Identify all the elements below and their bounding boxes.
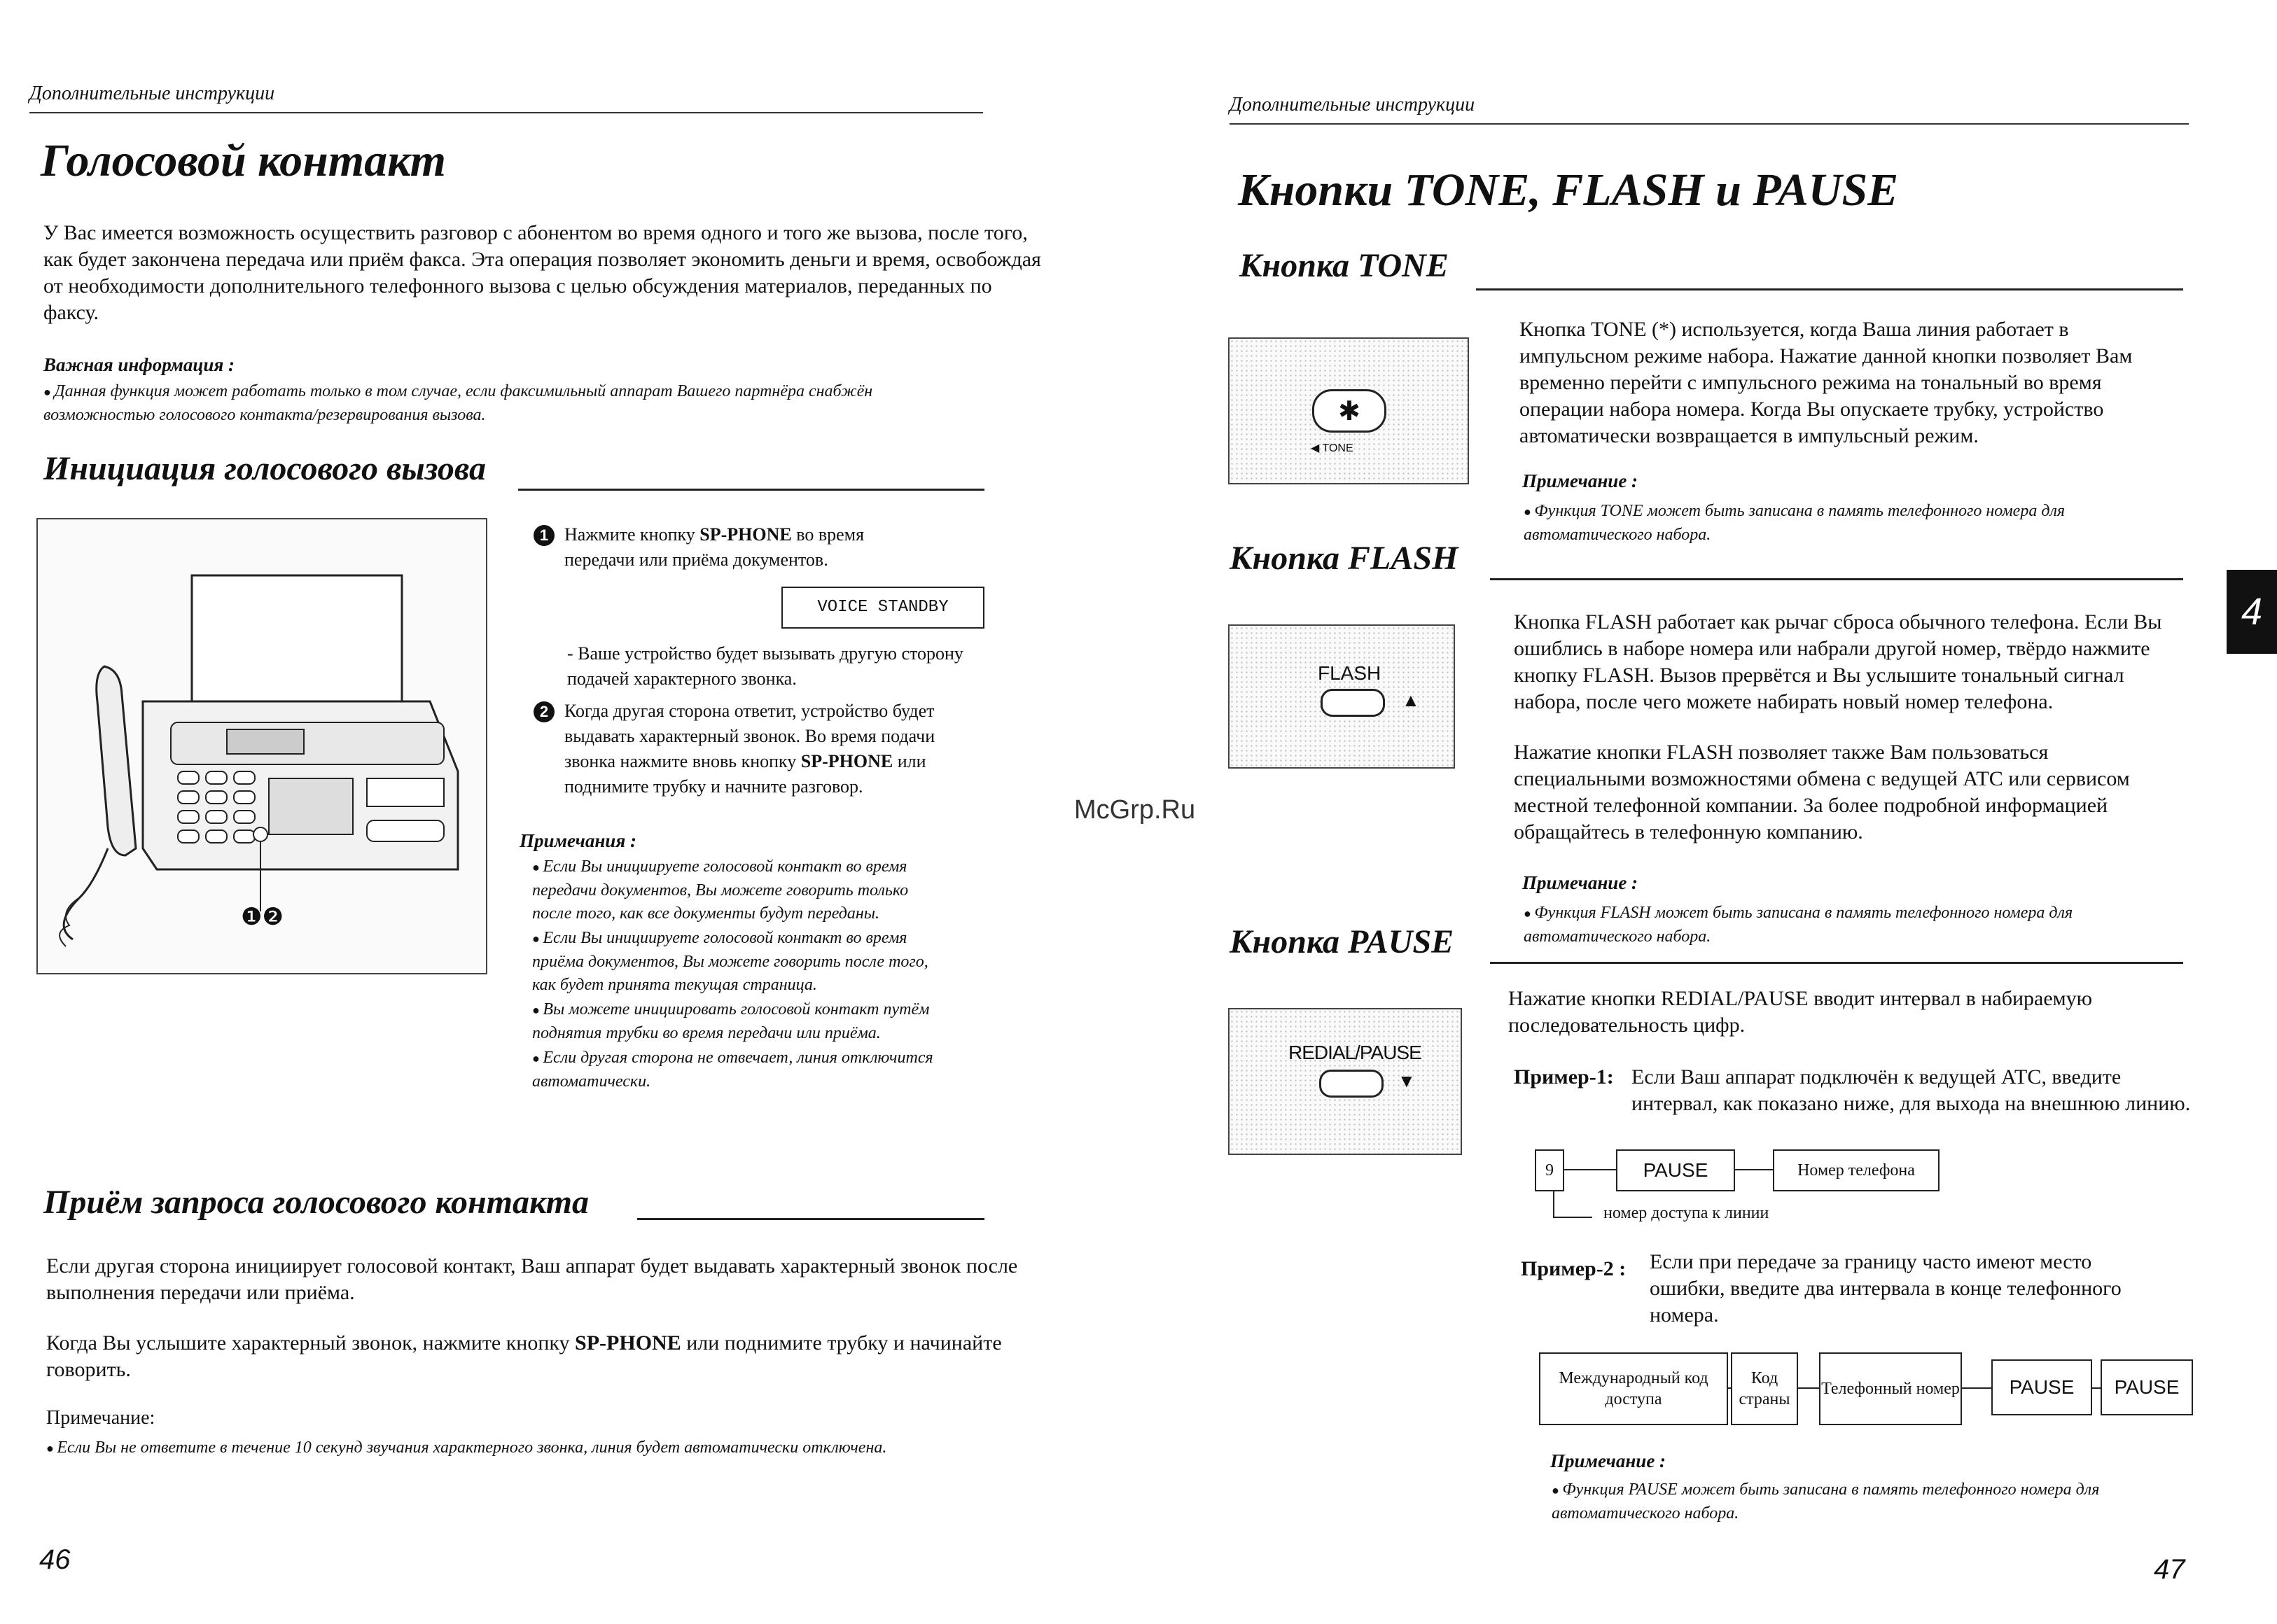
step1-text-pre: Нажмите кнопку (564, 524, 700, 545)
ex1-caption: номер доступа к линии (1603, 1204, 1769, 1222)
pause-arrow-icon: ▼ (1398, 1071, 1416, 1091)
step1-note: - Ваше устройство будет вызывать другую сторону подачей характерного звонка. (567, 643, 963, 689)
ex2-box-pause-1: PAUSE (1991, 1359, 2092, 1415)
step1-bold: SP-PHONE (699, 524, 792, 545)
ex1-box-9: 9 (1535, 1149, 1564, 1191)
chapter-tab: 4 (2227, 570, 2277, 654)
tone-heading: Кнопка TONE (1239, 247, 1449, 284)
flash-heading-rule (1490, 578, 2183, 580)
step1-text (564, 522, 928, 573)
right-page-title: Кнопки TONE, FLASH и PAUSE (1238, 164, 1899, 216)
fax-machine-illustration (36, 518, 487, 974)
left-page-title: Голосовой контакт (41, 135, 446, 186)
receive-paragraph-1: Если другая сторона инициирует голосовой контакт, Ваш аппарат будет выдавать характерный звонок после выполнения передачи или приёма. (46, 1254, 1018, 1304)
ex1-connector (1734, 1169, 1773, 1170)
receive-note: ● Если Вы не ответите в течение 10 секунд звучания характерного звонка, линия будет автоматически отключена. (46, 1436, 984, 1460)
flash-text-2: Нажатие кнопки FLASH позволяет также Вам пользоваться специальными возможностями обмена с ведущей АТС или сервисом местной телефонной компании. За более подробной информацией обращайтесь в телефонную компанию. (1514, 741, 2130, 844)
pause-text: Нажатие кнопки REDIAL/PAUSE вводит интервал в набираемую последовательность цифр. (1508, 987, 2093, 1037)
flash-button-icon (1321, 689, 1385, 717)
pause-heading-rule (1490, 962, 2183, 964)
important-text: ● Данная функция может работать только в том случае, если факсимильный аппарат Вашего партнёра снабжён возможностью голосового контакта/резервирования вызова. (43, 380, 982, 427)
pause-button-illustration (1228, 1008, 1462, 1155)
callout-1-2: ❶❷ (241, 904, 284, 930)
initiation-notes-label: Примечания : (520, 830, 636, 851)
step2-text-pre: Когда другая сторона ответит, устройство будет выдавать характерный звонок. Во время подачи звонка нажмите вновь кнопку (564, 701, 935, 771)
tone-text: Кнопка TONE (*) используется, когда Ваша линия работает в импульсном режиме набора. Нажатие данной кнопки позволяет Вам временно перейти с импульсного режима на тональный во время операции набора номера. Когда Вы опускаете трубку, устройство автоматически возвращается в импульсный режим. (1519, 318, 2133, 447)
receive-heading: Приём запроса голосового контакта (43, 1184, 590, 1221)
receive-p2-pre: Когда Вы услышите характерный звонок, нажмите кнопку (46, 1331, 576, 1354)
receive-p2-bold: SP-PHONE (575, 1331, 681, 1354)
example1-label: Пример-1: (1514, 1065, 1614, 1088)
flash-button-label: FLASH (1318, 662, 1381, 684)
example2-label: Пример-2 : (1521, 1257, 1627, 1280)
ex2-connector (1961, 1387, 1991, 1389)
example1-text: Если Ваш аппарат подключён к ведущей АТС, введите интервал, как показано ниже, для выхода на внешнюю линию. (1631, 1065, 2191, 1115)
step2-text (564, 699, 970, 799)
receive-note-label: Примечание: (46, 1407, 155, 1429)
flash-button-illustration (1228, 624, 1455, 769)
initiation-notes-list (532, 855, 945, 1093)
step1-text-post: во время передачи или приёма документов. (564, 524, 865, 570)
right-page-number: 47 (2154, 1554, 2185, 1585)
initiation-note-item: ● Вы можете инициировать голосовой контакт путём поднятия трубки во время передачи или приёма. (532, 998, 945, 1045)
ex2-box-pause-2: PAUSE (2101, 1359, 2193, 1415)
tone-button-illustration (1228, 337, 1469, 484)
pause-note-label: Примечание : (1550, 1450, 1666, 1471)
flash-arrow-icon: ▲ (1402, 690, 1420, 710)
watermark: McGrp.Ru (1074, 795, 1196, 825)
ex2-box-country-code: Код страны (1731, 1352, 1798, 1425)
step2-text-post: или поднимите трубку и начните разговор. (564, 751, 926, 797)
initiation-note-item: ● Если Вы инициируете голосовой контакт во время передачи документов, Вы можете говорить только после того, как все документы будут переданы. (532, 855, 945, 925)
right-header-rule (1230, 123, 2189, 125)
ex1-caption-leader (1553, 1190, 1554, 1217)
initiation-heading: Инициация голосового вызова (43, 450, 486, 487)
ex2-box-phone-number: Телефонный номер (1819, 1352, 1962, 1425)
initiation-note-item: ● Если другая сторона не отвечает, линия отключится автоматически. (532, 1046, 945, 1093)
pause-note: ● Функция PAUSE может быть записана в память телефонного номера для автоматического набора. (1552, 1478, 2196, 1525)
flash-heading: Кнопка FLASH (1230, 540, 1458, 577)
tone-button-icon: ✱ (1312, 389, 1386, 433)
step2-bold: SP-PHONE (800, 751, 893, 771)
left-header-rule (29, 112, 983, 113)
step1-marker: 1 (534, 525, 555, 546)
left-intro-paragraph: У Вас имеется возможность осуществить разговор с абонентом во время одного и того же вызова, после того, как будет закончена передача или приём факса. Эта операция позволяет экономить деньги и время, освобождая от необходимости дополнительного телефонного вызова с целью обсуждения материалов, переданных по факсу. (43, 221, 1041, 324)
ex1-box-pause: PAUSE (1616, 1149, 1735, 1191)
ex2-box-intl-code: Международный код доступа (1539, 1352, 1728, 1425)
tone-note-label: Примечание : (1522, 470, 1638, 491)
flash-note-label: Примечание : (1522, 872, 1638, 893)
step2-marker: 2 (534, 701, 555, 722)
receive-p2-post: или поднимите трубку и начинайте говорить. (46, 1331, 1002, 1381)
ex1-caption-leader (1553, 1217, 1592, 1218)
voice-standby-display: VOICE STANDBY (781, 587, 984, 629)
tone-note: ● Функция TONE может быть записана в память телефонного номера для автоматического набора. (1524, 500, 2154, 547)
tone-button-caption: ◀ TONE (1311, 442, 1353, 454)
right-section-header: Дополнительные инсmрукции (1230, 94, 1475, 115)
flash-text-1: Кнопка FLASH работает как рычаг сброса обычного телефона. Если Вы ошиблись в наборе номера или набрали другой номер, твёрдо нажмите кнопку FLASH. Вызов прервётся и Вы услышите тональный сигнал набора, после чего можете набирать новый номер телефона. (1514, 610, 2162, 713)
flash-note: ● Функция FLASH может быть записана в память телефонного номера для автоматического набора. (1524, 902, 2196, 948)
pause-button-icon (1319, 1070, 1384, 1098)
pause-button-label: REDIAL/PAUSE (1288, 1042, 1421, 1063)
initiation-heading-rule (518, 489, 984, 491)
example2-text: Если при передаче за границу часто имеют место ошибки, введите два интервала в конце телефонного номера. (1650, 1250, 2122, 1326)
receive-heading-rule (637, 1218, 984, 1220)
initiation-note-item: ● Если Вы инициируете голосовой контакт во время приёма документов, Вы можете говорить после того, как будет принята текущая страница. (532, 927, 945, 997)
pause-heading: Кнопка PAUSE (1230, 923, 1454, 960)
left-page-number: 46 (39, 1544, 71, 1575)
left-section-header: Дополнительные инсmрукции (29, 83, 275, 104)
ex2-connector (1797, 1387, 1819, 1389)
ex1-box-phone-number: Номер телефона (1773, 1149, 1940, 1191)
important-label: Важная информация : (43, 354, 235, 375)
tone-heading-rule (1476, 288, 2183, 290)
ex1-connector (1563, 1169, 1616, 1170)
receive-paragraph-2 (46, 1330, 1040, 1383)
